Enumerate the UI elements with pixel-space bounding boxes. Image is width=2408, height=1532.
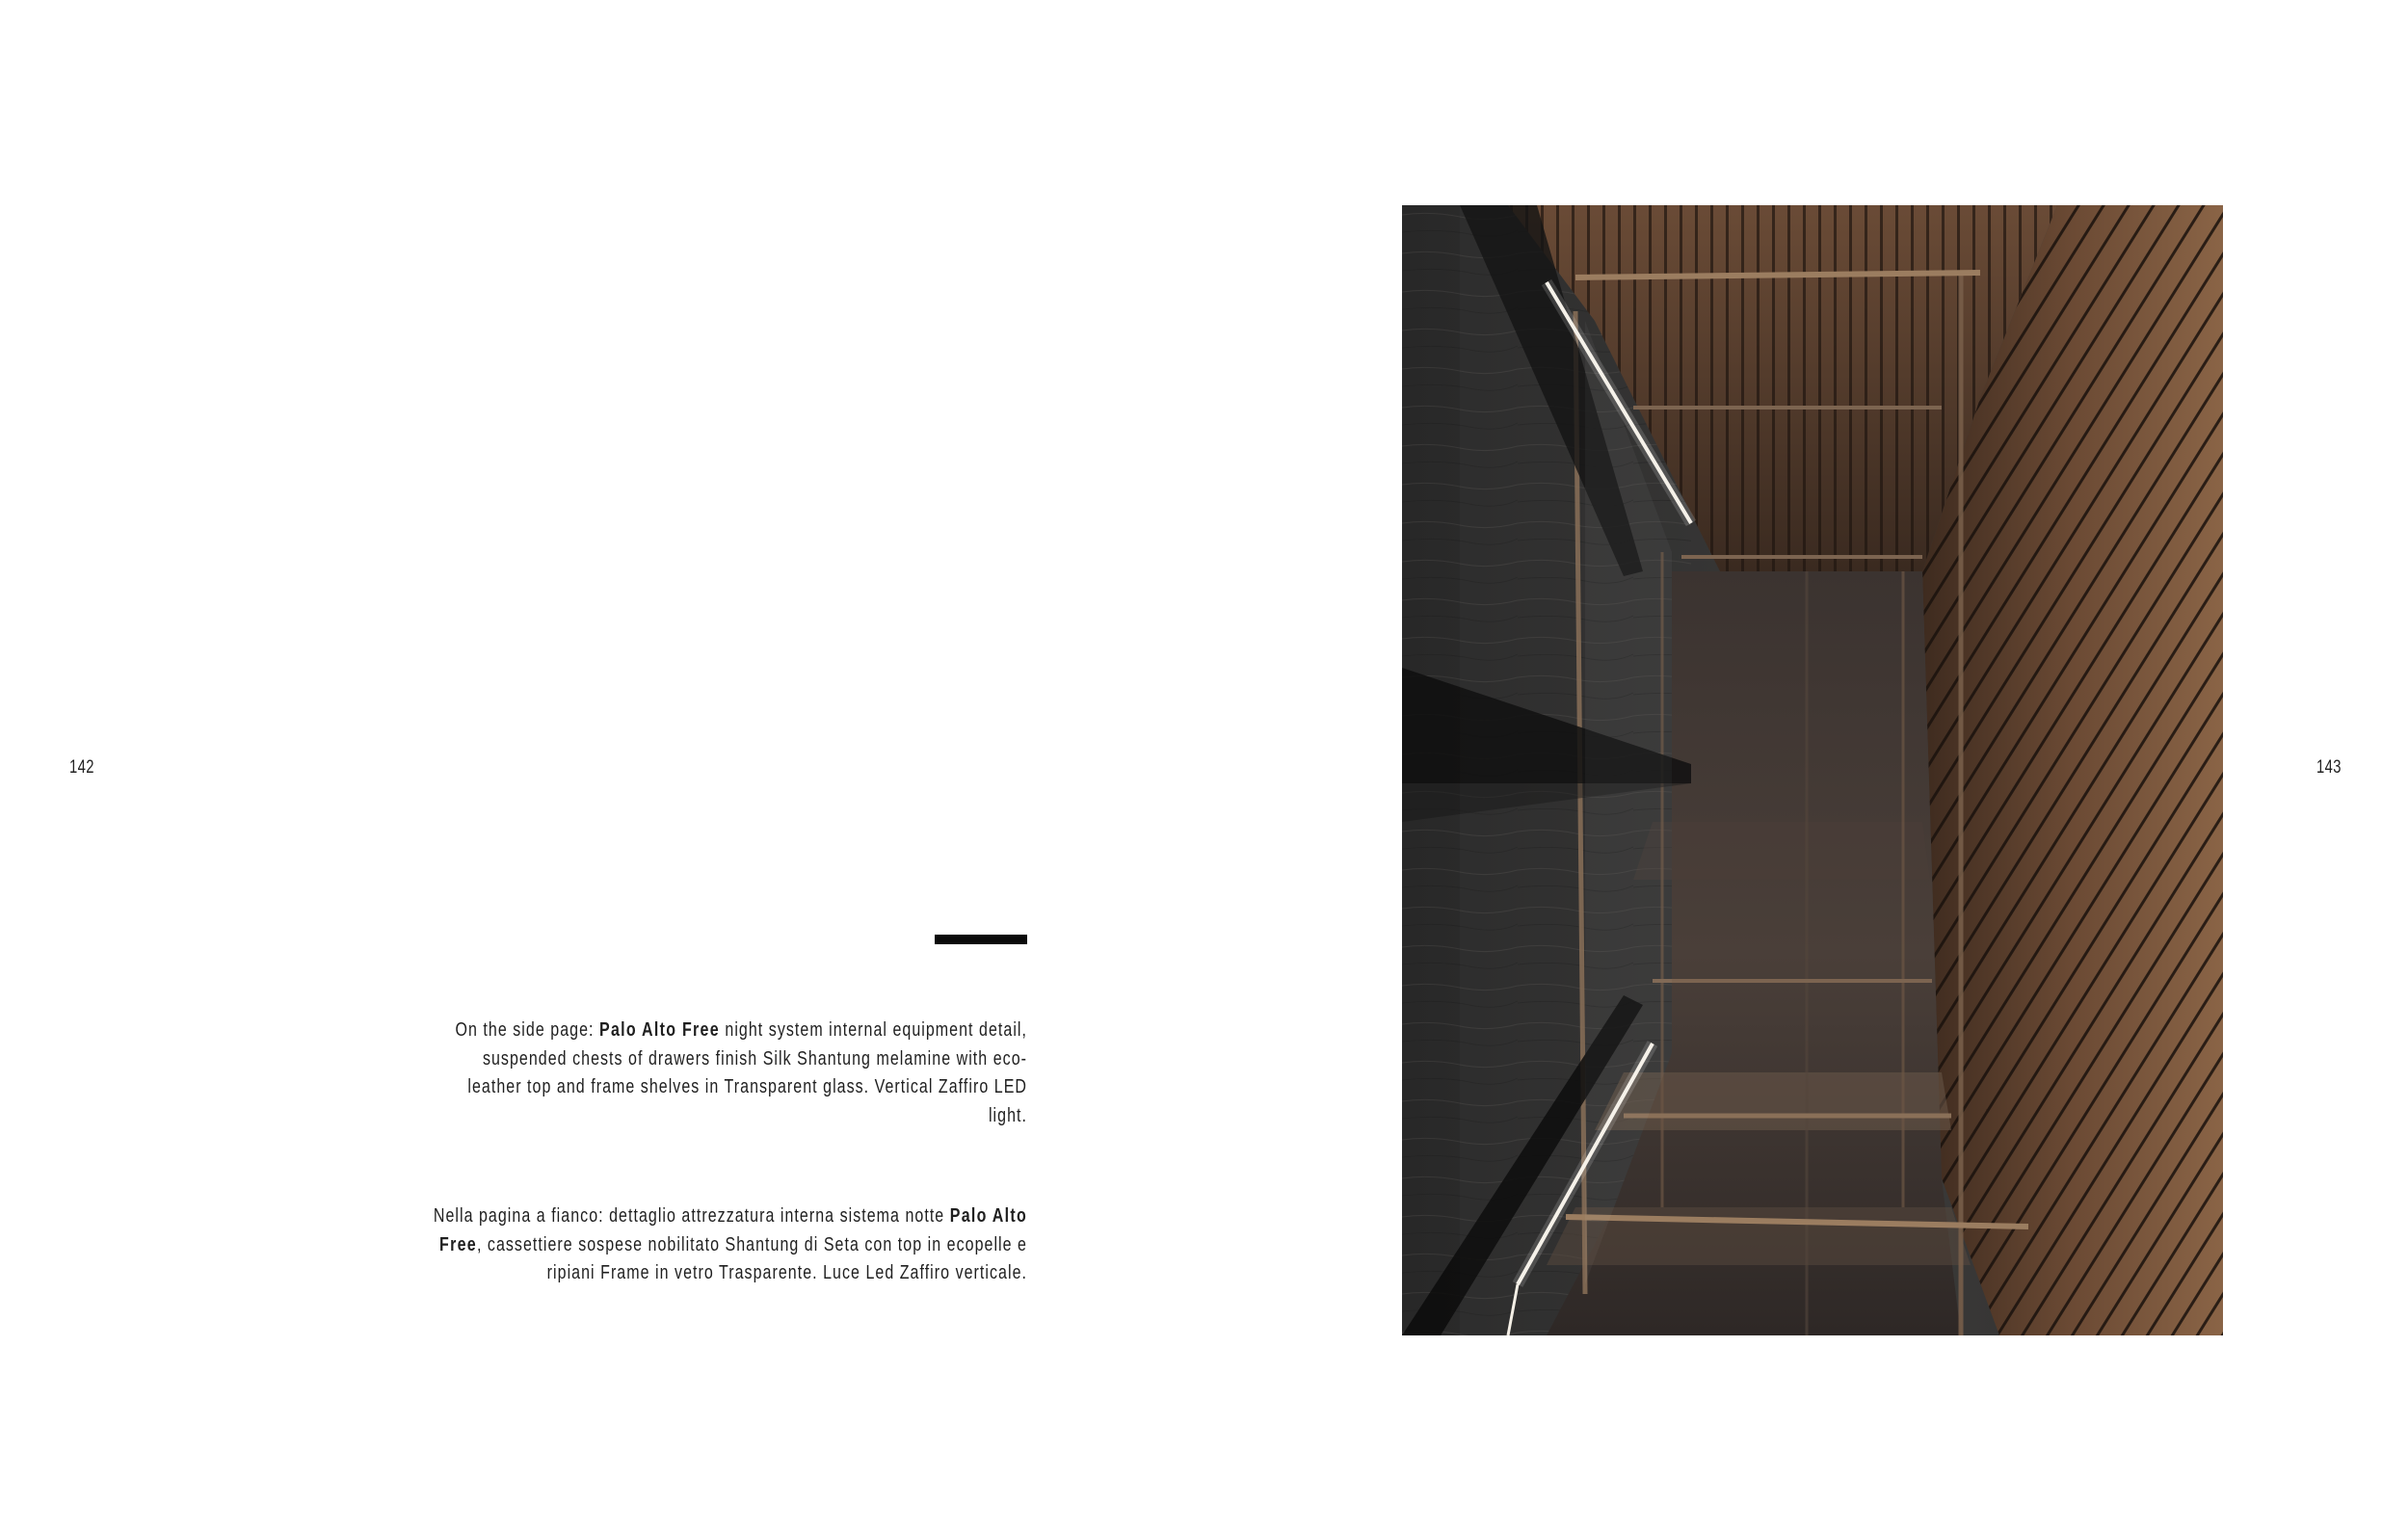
caption-english-body: night system internal equipment detail, suspended chests of drawers finish Silk Shantung melamine with eco-leather top and frame shelves in Transparent glass. Vertical Zaffiro LED light. [467, 1019, 1027, 1126]
caption-english [430, 1017, 1027, 1130]
accent-bar [935, 935, 1027, 944]
caption-italian-intro: Nella pagina a fianco: dettaglio attrezzatura interna sistema notte [433, 1205, 950, 1227]
page-number-right: 143 [2316, 757, 2342, 778]
caption-italian-product-name: Palo Alto Free [439, 1205, 1027, 1255]
page-number-left: 142 [69, 757, 94, 778]
wardrobe-interior-photo [1402, 205, 2223, 1335]
caption-english-product-name: Palo Alto Free [599, 1019, 720, 1041]
wardrobe-interior-illustration [1402, 205, 2223, 1335]
caption-italian [430, 1202, 1027, 1288]
caption-english-intro: On the side page: [455, 1019, 599, 1041]
caption-italian-body: , cassettiere sospese nobilitato Shantung di Seta con top in ecopelle e ripiani Frame in vetro Trasparente. Luce Led Zaffiro verticale. [476, 1233, 1027, 1283]
